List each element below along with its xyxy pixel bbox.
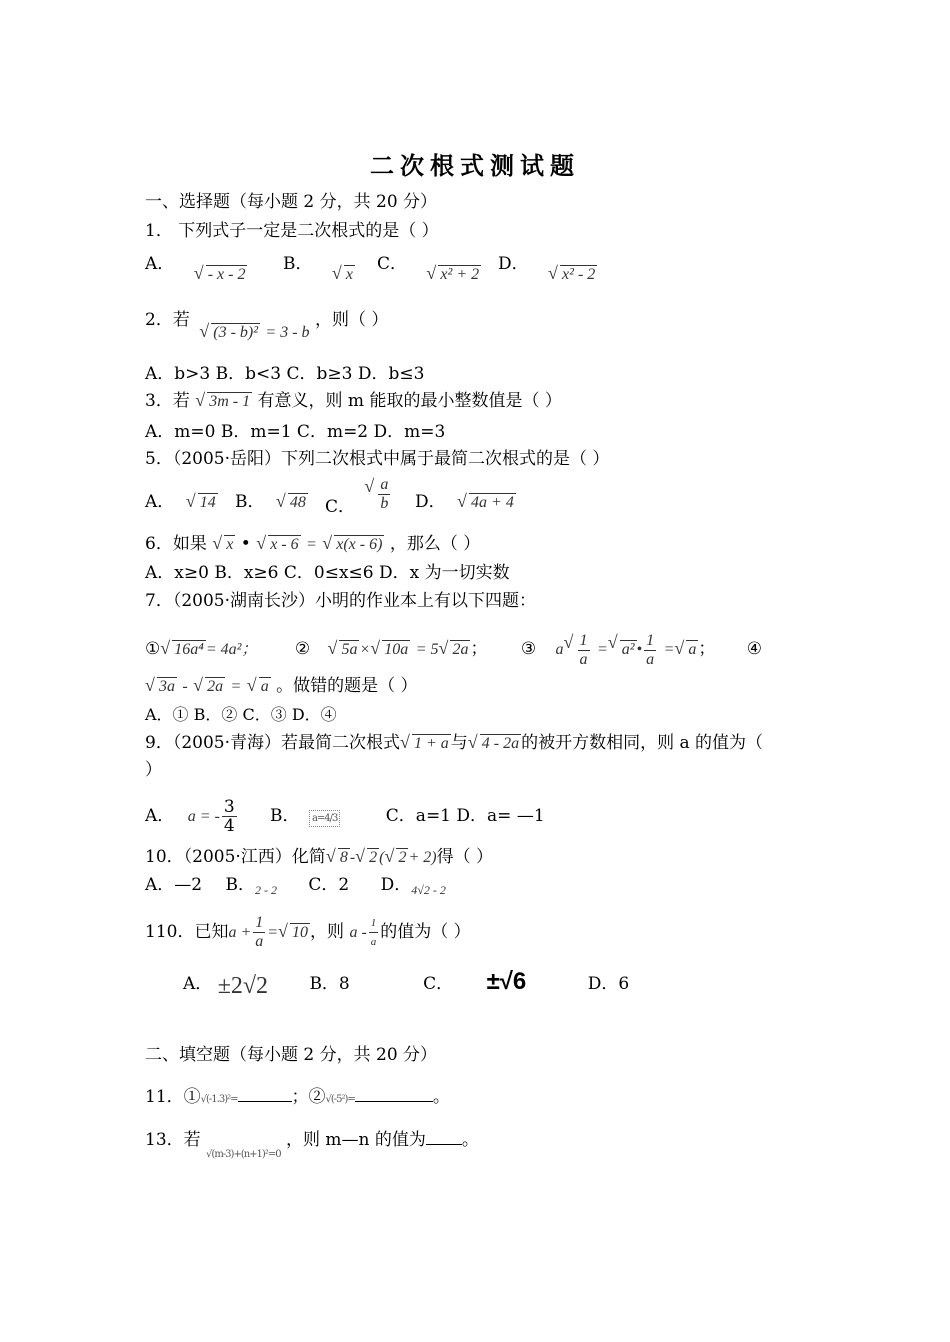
- page-title: 二次根式测试题: [370, 151, 580, 180]
- q1-b-radical: √ x: [332, 263, 355, 287]
- q1-option-d: D． √ x² - 2: [498, 252, 597, 277]
- section-heading-choice: 一、选择题（每小题 2 分，共 20 分）: [145, 192, 438, 212]
- q11-blank-1[interactable]: [238, 1101, 292, 1102]
- q1-c-radical: √ x² + 2: [426, 263, 481, 287]
- q5-option-c: C． √ $\frac{a}{b}$: [325, 476, 392, 513]
- question-10-stem: 10．（2005·江西）化简√ 8 -√ 2 (√ 2 + 2)得（ ）: [145, 845, 493, 870]
- q3-radical: √ 3m - 1: [195, 390, 252, 414]
- q13-blank[interactable]: [426, 1144, 462, 1145]
- question-7-items-row1: ①√ 16a⁴ = 4a²； ② √ 5a ×√ 10a = 5√ 2a ； ③ a √ $\frac{1}{a}$ =√ a² • $\frac{1}{a}$ =√ a ； ④: [145, 632, 762, 669]
- question-3-options: A．m=0 B．m=1 C．m=2 D．m=3: [145, 422, 446, 442]
- q110-c-value: ±√6: [486, 968, 527, 995]
- question-7-stem: 7．（2005·湖南长沙）小明的作业本上有以下四题：: [145, 591, 536, 611]
- question-110-stem: 110．已知a + $\frac{1}{a}$ =√ 10 ，则 a - $\frac{1}{a}$ 的值为（ ）: [145, 914, 471, 951]
- q2-radical: √ (3 - b)²: [199, 321, 260, 345]
- question-5-stem: 5．（2005·岳阳）下列二次根式中属于最简二次根式的是（ ）: [145, 449, 610, 469]
- question-9-stem: 9．（2005·青海）若最简二次根式√ 1 + a 与√ 4 - 2a 的被开方数相同，则 a 的值为（: [145, 731, 763, 756]
- q5-option-d: D． √ 4a + 4: [415, 490, 516, 515]
- section-heading-fill: 二、填空题（每小题 2 分，共 20 分）: [145, 1045, 438, 1065]
- question-2-stem: 2．若 √ (3 - b)² = 3 - b ，则（ ）: [145, 308, 388, 333]
- question-13: 13．若 $_{√(m-3)+(n+1)^2=0}$ ，则 m—n 的值为 。: [145, 1130, 479, 1160]
- question-6-stem: 6．如果 √ x • √ x - 6 = √ x(x - 6) ，那么（ ）: [145, 532, 480, 557]
- q1-option-a: A． √ - x - 2: [145, 252, 247, 277]
- question-110-options: A． ±2√2 B．8 C． ±√6 D．6: [183, 968, 630, 999]
- q5-option-b: B． √ 48: [235, 490, 308, 515]
- question-7-items-row2: √ 3a - √ 2a = √ a 。做错的题是（ ）: [145, 674, 418, 699]
- q110-a-value: ±2√2: [217, 973, 269, 999]
- question-10-options: A．—2 B．$_{2 - 2}$ C．2 D．$_{4√2 - 2}$: [145, 875, 446, 897]
- q5-option-a: A． √ 14: [145, 490, 218, 515]
- q1-a-radical: √ - x - 2: [194, 263, 248, 287]
- question-9-options: A． a = - $\frac{3}{4}$ B． a=4/3 C．a=1 D．a= —1: [145, 797, 545, 836]
- question-3-stem: 3．若 √ 3m - 1 有意义，则 m 能取的最小整数值是（ ）: [145, 389, 562, 414]
- question-11: 11．①√(-1.3)²= ；②√(-5²)= 。: [145, 1087, 450, 1107]
- question-7-options: A．① B．② C．③ D．④: [145, 705, 337, 724]
- question-1-stem: 1． 下列式子一定是二次根式的是（ ）: [145, 221, 439, 241]
- q1-option-b: B． √ x: [283, 252, 355, 277]
- q1-option-c: C． √ x² + 2: [377, 252, 481, 277]
- q11-blank-2[interactable]: [355, 1101, 433, 1102]
- question-6-options: A．x≥0 B．x≥6 C．0≤x≤6 D．x 为一切实数: [145, 563, 510, 583]
- question-9-stem-end: ）: [145, 760, 162, 780]
- question-5-options: [145, 476, 625, 530]
- q9-b-garbled-formula: a=4/3: [309, 810, 340, 827]
- q1-d-radical: √ x² - 2: [548, 263, 597, 287]
- question-2-options: A．b>3 B．b<3 C．b≥3 D．b≤3: [145, 364, 425, 384]
